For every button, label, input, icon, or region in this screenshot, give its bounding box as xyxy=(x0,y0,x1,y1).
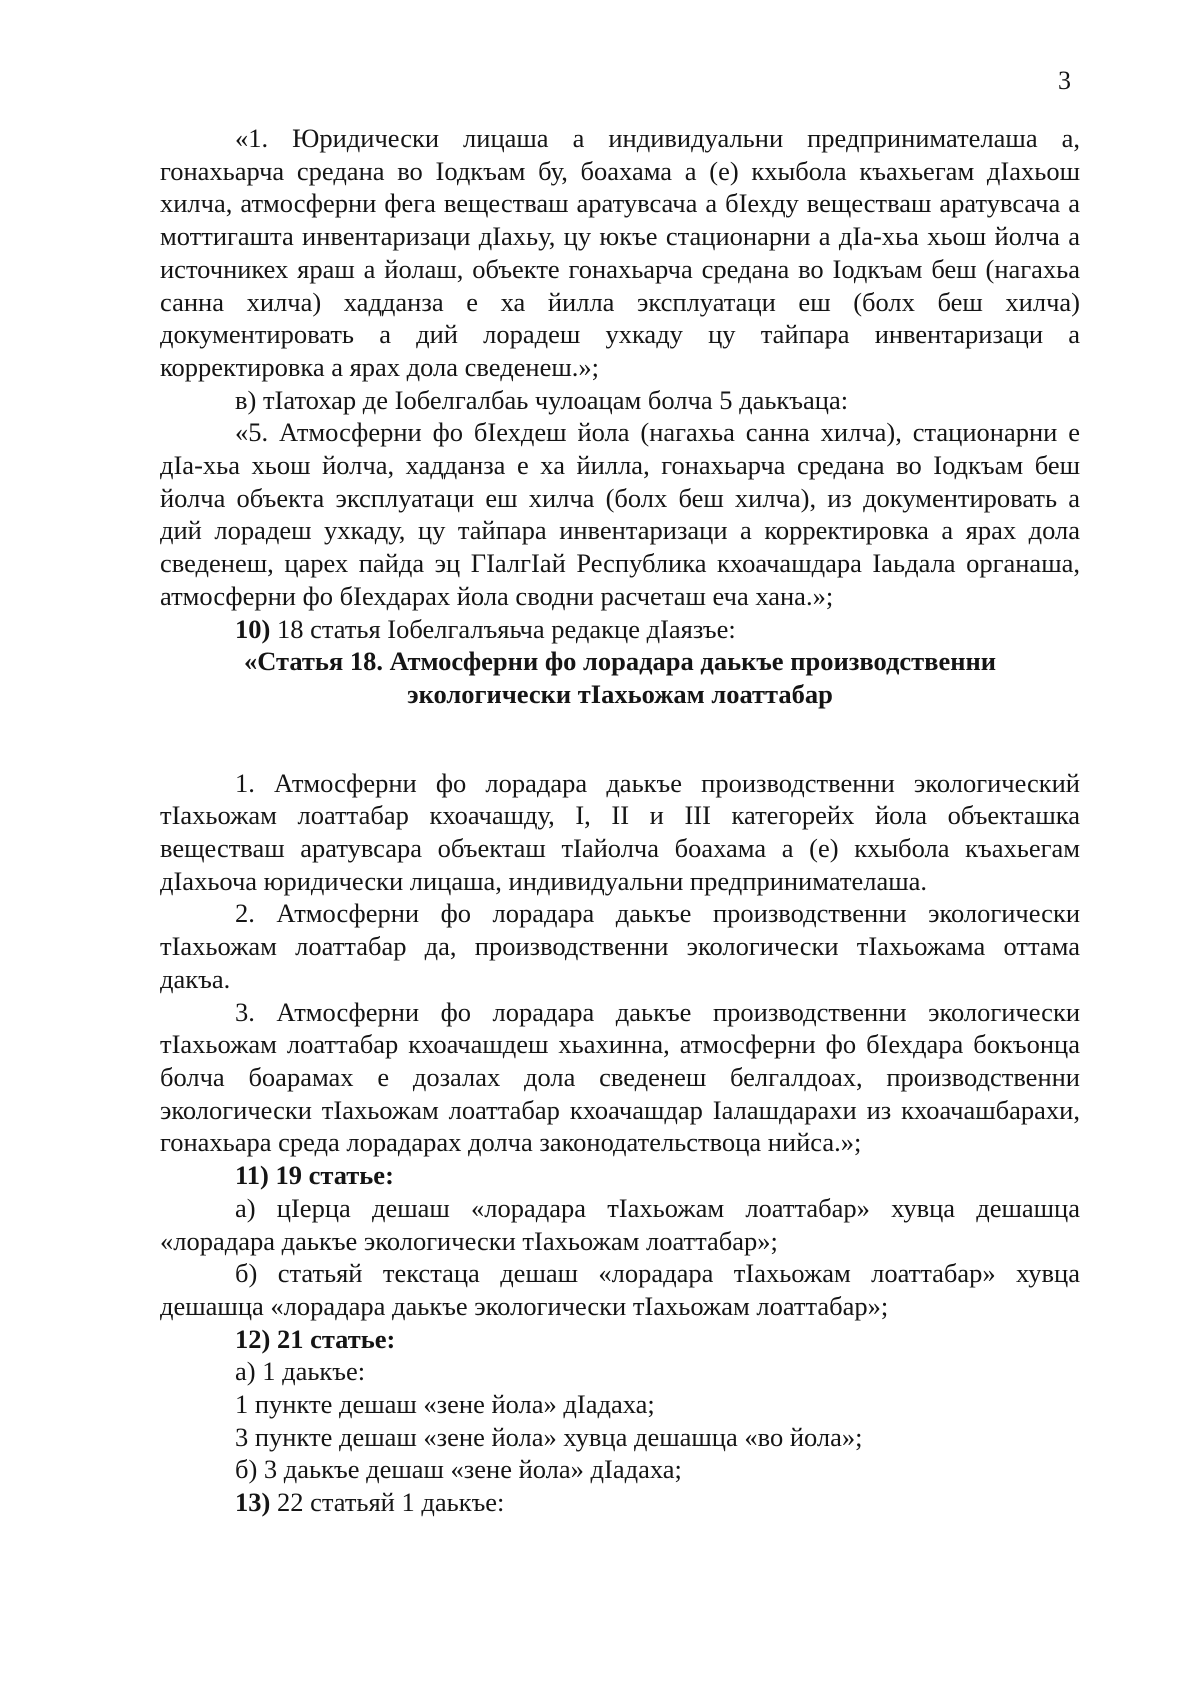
article-heading-line: экологически тІахьожам лоаттабар xyxy=(407,678,833,709)
paragraph xyxy=(160,384,1080,417)
list-marker: 12) 21 статье: xyxy=(235,1323,396,1354)
article-heading-line: «Статья 18. Атмосферни фо лорадара даькъе производственни xyxy=(243,646,997,677)
page-number: 3 xyxy=(1058,66,1071,95)
paragraph xyxy=(160,1388,1080,1421)
paragraph-text: 1 пункте дешаш «зене йола» дІадаха; xyxy=(235,1389,655,1420)
paragraph xyxy=(160,1192,1080,1257)
paragraph xyxy=(160,1323,1080,1356)
paragraph-text: б) 3 даькъе дешаш «зене йола» дІадаха; xyxy=(235,1454,682,1485)
paragraph xyxy=(160,416,1080,612)
paragraph-text: 2. Атмосферни фо лорадара даькъе производственни экологически тІахьожам лоаттабар да, производственни экологически тІахьожама оттама дакъа. xyxy=(160,898,1080,994)
paragraph-text: 3 пункте дешаш «зене йола» хувца дешашца «во йола»; xyxy=(235,1421,863,1452)
paragraph-text: 18 статья Іобелгалъяьча редакце дІаязъе: xyxy=(270,613,736,644)
paragraph-text: а) 1 даькъе: xyxy=(235,1356,366,1387)
list-marker: 10) xyxy=(235,613,271,644)
paragraph xyxy=(160,1453,1080,1486)
paragraph xyxy=(160,996,1080,1160)
paragraph-text: 22 статьяй 1 даькъе: xyxy=(270,1487,505,1518)
article-heading xyxy=(160,645,1080,710)
paragraph xyxy=(160,1421,1080,1454)
list-marker: 11) 19 статье: xyxy=(235,1160,394,1191)
paragraph xyxy=(160,1257,1080,1322)
paragraph xyxy=(160,1159,1080,1192)
paragraph xyxy=(160,122,1080,384)
paragraph-text: б) статьяй текстаца дешаш «лорадара тІахьожам лоаттабар» хувца дешашца «лорадара даькъе экологически тІахьожам лоаттабар»; xyxy=(160,1258,1080,1321)
paragraph xyxy=(160,767,1080,898)
paragraph-text: 3. Атмосферни фо лорадара даькъе производственни экологически тІахьожам лоаттабар кхоачашдеш хьахинна, атмосферни фо бІехдара бокъонца болча боарамах е дозалах дола сведенеш белгалдоах, производственни экологически тІахьожам лоаттабар кхоачашдар Іалашдарахи из кхоачашбарахи, гонахьара среда лорадарах долча законодательствоца нийса.»; xyxy=(160,996,1080,1158)
paragraph xyxy=(160,1486,1080,1519)
document-body xyxy=(160,122,1080,1519)
paragraph-text: «5. Атмосферни фо бІехдеш йола (нагахьа санна хилча), стационарни е дІа-хьа хьош йолча, хадданза е ха йилла, гонахьарча средана во Іодкъам беш йолча объекта эксплуатаци еш хилча (болх беш хилча), из документировать а дий лорадеш ухкаду, цу тайпара инвентаризаци а корректировка а ярах дола сведенеш, царех пайда эц ГІалгІай Республика кхоачашдара Іаьдала органаша, атмосферни фо бІехдарах йола сводни расчеташ еча хана.»; xyxy=(160,417,1080,611)
list-marker: 13) xyxy=(235,1487,271,1518)
paragraph-text: «1. Юридически лицаша а индивидуальни предпринимателаша а, гонахьарча средана во Іодкъам бу, боахама а (е) кхыбола къахьегам дІахьош хилча, атмосферни фега веществаш аратувсача а бІехду веществаш аратувсача а моттигашта инвентаризаци дІахьу, цу юкъе стационарни а дІа-хьа хьош йолча а источникех яраш а йолаш, объекте гонахьарча средана во Іодкъам беш (нагахьа санна хилча) хадданза е ха йилла эксплуатаци еш (болх беш хилча) документировать а дий лорадеш ухкаду цу тайпара инвентаризаци а корректировка а ярах дола сведенеш.»; xyxy=(160,123,1080,382)
paragraph-gap xyxy=(160,711,1080,767)
paragraph xyxy=(160,1355,1080,1388)
paragraph-text: в) тІатохар де Іобелгалбаь чулоацам болча 5 даькъаца: xyxy=(235,384,849,415)
paragraph-text: 1. Атмосферни фо лорадара даькъе производственни экологический тІахьожам лоаттабар кхоачашду, I, II и III категорейх йола объекташка веществаш аратувсара объекташ тІайолча боахама а (е) кхыбола къахьегам дІахьоча юридически лицаша, индивидуальни предпринимателаша. xyxy=(160,767,1080,896)
paragraph xyxy=(160,613,1080,646)
paragraph-text: а) цІерца дешаш «лорадара тІахьожам лоаттабар» хувца дешашца «лорадара даькъе экологически тІахьожам лоаттабар»; xyxy=(160,1192,1080,1256)
paragraph xyxy=(160,897,1080,995)
